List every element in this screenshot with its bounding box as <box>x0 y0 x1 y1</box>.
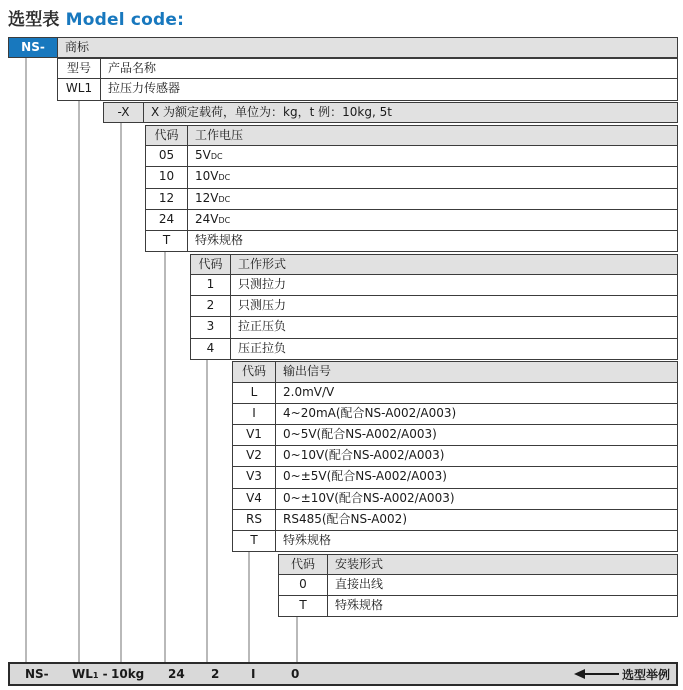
model-row <box>145 146 678 167</box>
code-cell: 代码 <box>146 126 188 145</box>
arrow-line <box>585 673 619 675</box>
model-row <box>145 189 678 210</box>
example-code <box>111 664 144 684</box>
description-text: 安装形式 <box>335 556 384 571</box>
description-cell <box>101 59 677 78</box>
model-row <box>190 254 678 275</box>
description-cell <box>231 296 677 316</box>
title-en: Model code: <box>65 10 185 30</box>
description-cell <box>276 404 677 424</box>
model-row <box>190 339 678 360</box>
example-code-text: 2 <box>211 667 220 681</box>
description-text: 工作形式 <box>238 256 287 271</box>
connector-line <box>296 617 298 662</box>
description-text: 特殊规格 <box>195 233 244 247</box>
description-text: 直接出线 <box>335 577 384 591</box>
description-cell <box>188 167 677 187</box>
code-cell: -X <box>104 103 144 122</box>
subscript-text: DC <box>210 152 223 162</box>
model-row <box>278 596 678 617</box>
description-text: 特殊规格 <box>335 598 384 613</box>
example-code-subscript: 1 <box>92 671 99 680</box>
description-cell <box>276 362 677 381</box>
description-cell <box>276 467 677 487</box>
code-cell: WL1 <box>58 79 101 99</box>
description-cell <box>231 339 677 359</box>
model-row <box>232 361 678 382</box>
description-text: 0~5V(配合NS-A002/A003) <box>283 427 437 441</box>
model-row <box>278 575 678 596</box>
code-cell: V1 <box>233 425 276 445</box>
description-text: 0~10V(配合NS-A002/A003) <box>283 448 445 463</box>
example-bar <box>8 662 678 686</box>
description-text: 只测拉力 <box>238 277 287 291</box>
description-text: 拉压力传感器 <box>108 81 181 96</box>
description-text: 特殊规格 <box>283 533 332 547</box>
model-row <box>145 125 678 146</box>
code-cell: T <box>279 596 328 616</box>
model-row <box>145 231 678 252</box>
connector-line <box>164 252 166 662</box>
code-cell: 代码 <box>191 255 231 274</box>
description-cell <box>276 446 677 466</box>
description-cell <box>328 575 677 595</box>
model-row <box>103 102 678 123</box>
description-cell <box>188 210 677 230</box>
model-row <box>190 275 678 296</box>
example-code <box>251 664 255 684</box>
description-cell <box>144 103 677 122</box>
model-row <box>232 467 678 488</box>
example-code-text: WL <box>72 667 93 681</box>
description-cell <box>101 79 677 99</box>
model-row <box>145 210 678 231</box>
example-code-text: 0 <box>291 667 300 681</box>
example-code <box>72 664 108 684</box>
code-cell: 1 <box>191 275 231 295</box>
code-cell: 24 <box>146 210 188 230</box>
description-cell <box>276 531 677 551</box>
example-pointer <box>574 664 670 684</box>
arrow-left-icon <box>574 669 585 679</box>
description-cell <box>231 275 677 295</box>
model-row <box>57 79 678 100</box>
connector-line <box>78 101 80 662</box>
model-row <box>232 489 678 510</box>
model-row <box>57 58 678 79</box>
subscript-text: DC <box>218 194 231 204</box>
description-cell <box>276 383 677 403</box>
model-row <box>232 383 678 404</box>
example-code <box>211 664 219 684</box>
connector-line <box>120 123 122 662</box>
brand-code-cell: NS- <box>9 38 58 57</box>
connector-line <box>25 58 27 662</box>
connector-line <box>206 360 208 662</box>
description-text: 商标 <box>65 40 90 54</box>
model-row <box>190 317 678 338</box>
model-row <box>190 296 678 317</box>
example-code-text: I <box>251 667 256 681</box>
model-row <box>232 531 678 552</box>
description-text: 0~±10V(配合NS-A002/A003) <box>283 490 455 505</box>
description-text: 0~±5V(配合NS-A002/A003) <box>283 469 447 484</box>
example-code-suffix: - <box>98 667 108 681</box>
description-cell <box>276 489 677 509</box>
description-cell <box>188 126 677 145</box>
description-cell <box>276 425 677 445</box>
model-row <box>278 554 678 575</box>
model-row <box>232 510 678 531</box>
description-text: 工作电压 <box>195 128 244 142</box>
model-row <box>232 425 678 446</box>
code-cell: T <box>233 531 276 551</box>
example-caption: 选型举例 <box>621 667 670 682</box>
page-title <box>8 5 184 30</box>
code-cell: T <box>146 231 188 251</box>
description-cell <box>188 189 677 209</box>
title-zh: 选型表 <box>8 10 60 30</box>
code-cell: V3 <box>233 467 276 487</box>
example-code <box>291 664 299 684</box>
example-code <box>168 664 185 684</box>
code-cell: 3 <box>191 317 231 337</box>
code-cell: 0 <box>279 575 328 595</box>
description-text: 输出信号 <box>283 364 332 379</box>
example-code <box>25 664 49 684</box>
code-cell: L <box>233 383 276 403</box>
description-text: 只测压力 <box>238 298 287 313</box>
code-cell: RS <box>233 510 276 530</box>
description-cell <box>328 555 677 574</box>
description-cell <box>276 510 677 530</box>
description-text: 2.0mV/V <box>283 384 335 399</box>
model-row <box>8 37 678 58</box>
code-cell: 代码 <box>279 555 328 574</box>
code-cell: I <box>233 404 276 424</box>
model-row <box>232 404 678 425</box>
description-text: X 为额定载荷，单位为：kg，t 例：10kg, 5t <box>151 105 392 120</box>
description-text: 产品名称 <box>108 61 157 76</box>
code-cell: 10 <box>146 167 188 187</box>
description-cell <box>231 255 677 274</box>
description-cell <box>231 317 677 337</box>
model-row <box>145 167 678 188</box>
code-cell: 05 <box>146 146 188 166</box>
code-cell: 4 <box>191 339 231 359</box>
description-cell <box>188 231 677 251</box>
code-cell: 12 <box>146 189 188 209</box>
description-cell <box>58 38 677 57</box>
description-text: 压正拉负 <box>238 340 287 355</box>
example-code-text: 10kg <box>111 667 145 681</box>
model-row <box>232 446 678 467</box>
subscript-text: DC <box>218 173 231 183</box>
code-cell: 代码 <box>233 362 276 381</box>
subscript-text: DC <box>218 215 231 225</box>
description-text: 10V <box>195 169 219 184</box>
code-cell: V4 <box>233 489 276 509</box>
connector-line <box>248 552 250 662</box>
code-cell: V2 <box>233 446 276 466</box>
description-text: 24V <box>195 211 219 226</box>
description-cell <box>188 146 677 166</box>
description-text: 12V <box>195 190 219 205</box>
code-cell: 2 <box>191 296 231 316</box>
description-cell <box>328 596 677 616</box>
description-text: 5V <box>195 148 211 163</box>
description-text: 4~20mA(配合NS-A002/A003) <box>283 405 457 420</box>
description-text: RS485(配合NS-A002) <box>283 511 407 526</box>
code-cell: 型号 <box>58 59 101 78</box>
example-code-text: NS- <box>25 667 49 681</box>
example-code-text: 24 <box>168 667 185 681</box>
description-text: 拉正压负 <box>238 319 287 334</box>
